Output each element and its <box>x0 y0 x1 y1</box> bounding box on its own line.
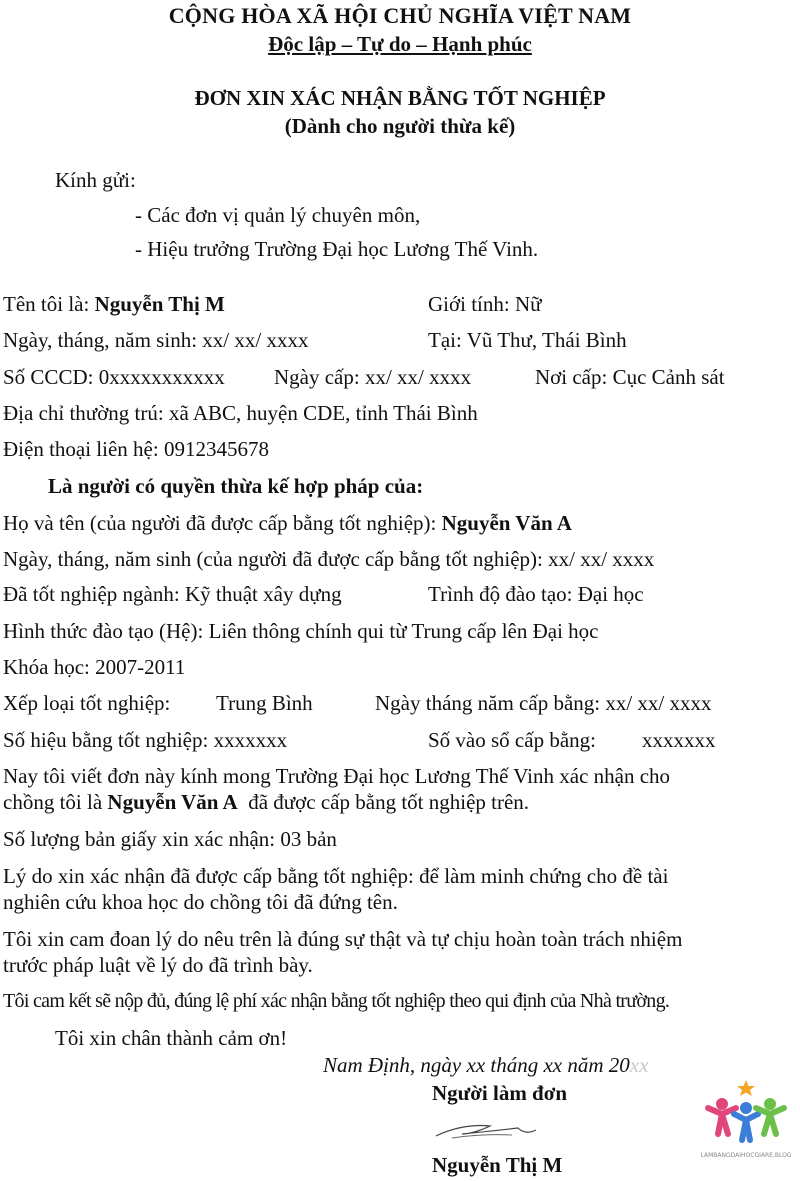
holder-major: Đã tốt nghiệp ngành: Kỹ thuật xây dựng <box>3 582 342 606</box>
diploma-number-label: Số hiệu bằng tốt nghiệp: <box>3 728 209 752</box>
register-number-label: Số vào sổ cấp bằng: <box>428 728 596 752</box>
register-number: xxxxxxx <box>642 728 716 752</box>
signature-scribble <box>432 1116 542 1146</box>
signer-title: Người làm đơn <box>432 1081 568 1105</box>
people-logo-icon <box>700 1078 792 1148</box>
national-motto: Độc lập – Tự do – Hạnh phúc <box>268 32 532 56</box>
request-line-1: Nay tôi viết đơn này kính mong Trường Đại học Lương Thế Vinh xác nhận cho <box>3 764 671 788</box>
addressee-line-1: - Các đơn vị quản lý chuyên môn, <box>135 203 421 227</box>
applicant-name-line <box>3 292 225 317</box>
applicant-name: Nguyễn Thị M <box>94 292 225 316</box>
graduation-rank: Trung Bình <box>216 691 313 715</box>
request-holder-name: Nguyễn Văn A <box>107 790 238 814</box>
applicant-dob: Ngày, tháng, năm sinh: xx/ xx/ xxxx <box>3 328 309 352</box>
graduation-rank-label: Xếp loại tốt nghiệp: <box>3 691 171 715</box>
holder-level: Trình độ đào tạo: Đại học <box>428 582 644 606</box>
request-text-c: đã được cấp bằng tốt nghiệp trên. <box>237 790 530 814</box>
diploma-number: xxxxxxx <box>213 728 288 752</box>
copies-count: Số lượng bản giấy xin xác nhận: 03 bản <box>3 827 337 851</box>
course-years: Khóa học: 2007-2011 <box>3 655 186 679</box>
greeting: Kính gửi: <box>55 168 136 192</box>
holder-name: Nguyễn Văn A <box>441 511 572 535</box>
applicant-address: Địa chỉ thường trú: xã ABC, huyện CDE, tỉnh Thái Bình <box>3 401 478 425</box>
applicant-phone: Điện thoại liên hệ: 0912345678 <box>3 437 269 461</box>
holder-dob: Ngày, tháng, năm sinh (của người đã được cấp bằng tốt nghiệp): xx/ xx/ xxxx <box>3 547 655 571</box>
applicant-id-number: Số CCCD: 0xxxxxxxxxxx <box>3 365 225 389</box>
addressee-line-2: - Hiệu trưởng Trường Đại học Lương Thế Vinh. <box>135 237 539 261</box>
diploma-number-line <box>3 728 287 753</box>
pledge-line-1: Tôi xin cam đoan lý do nêu trên là đúng sự thật và tự chịu hoàn toàn trách nhiệm <box>3 927 683 951</box>
place-date <box>323 1053 648 1078</box>
holder-name-label: Họ và tên (của người đã được cấp bằng tốt nghiệp): <box>3 511 442 535</box>
watermark-logo <box>700 1078 792 1170</box>
training-mode: Hình thức đào tạo (Hệ): Liên thông chính qui từ Trung cấp lên Đại học <box>3 619 599 643</box>
applicant-name-label: Tên tôi là: <box>3 292 95 316</box>
applicant-id-place: Nơi cấp: Cục Cảnh sát <box>535 365 725 389</box>
reason-line-1: Lý do xin xác nhận đã được cấp bằng tốt nghiệp: để làm minh chứng cho đề tài <box>3 864 669 888</box>
document-title: ĐƠN XIN XÁC NHẬN BẰNG TỐT NGHIỆP <box>194 86 606 110</box>
watermark-site: LAMBANGDAIHOCGIARE.BLOG <box>700 1152 792 1159</box>
place-date-year-tail: xx <box>629 1053 649 1077</box>
signer-name: Nguyễn Thị M <box>432 1153 563 1177</box>
document-subtitle: (Dành cho người thừa kế) <box>284 114 516 138</box>
holder-name-line <box>3 511 572 536</box>
applicant-gender: Giới tính: Nữ <box>428 292 542 316</box>
request-text-a: chồng tôi là <box>3 790 108 814</box>
national-title: CỘNG HÒA XÃ HỘI CHỦ NGHĨA VIỆT NAM <box>168 3 632 28</box>
applicant-birthplace: Tại: Vũ Thư, Thái Bình <box>428 328 627 352</box>
heir-heading: Là người có quyền thừa kế hợp pháp của: <box>48 474 424 498</box>
request-line-2 <box>3 790 529 815</box>
place-date-text: Nam Định, ngày xx tháng xx năm 20 <box>323 1053 630 1077</box>
thanks: Tôi xin chân thành cảm ơn! <box>55 1026 288 1050</box>
fee-commitment: Tôi cam kết sẽ nộp đủ, đúng lệ phí xác nhận bằng tốt nghiệp theo qui định của Nhà trường. <box>3 990 670 1012</box>
diploma-issue-date: Ngày tháng năm cấp bằng: xx/ xx/ xxxx <box>375 691 712 715</box>
applicant-id-date: Ngày cấp: xx/ xx/ xxxx <box>274 365 472 389</box>
reason-line-2: nghiên cứu khoa học do chồng tôi đã đứng tên. <box>3 890 398 914</box>
pledge-line-2: trước pháp luật về lý do đã trình bày. <box>3 953 313 977</box>
